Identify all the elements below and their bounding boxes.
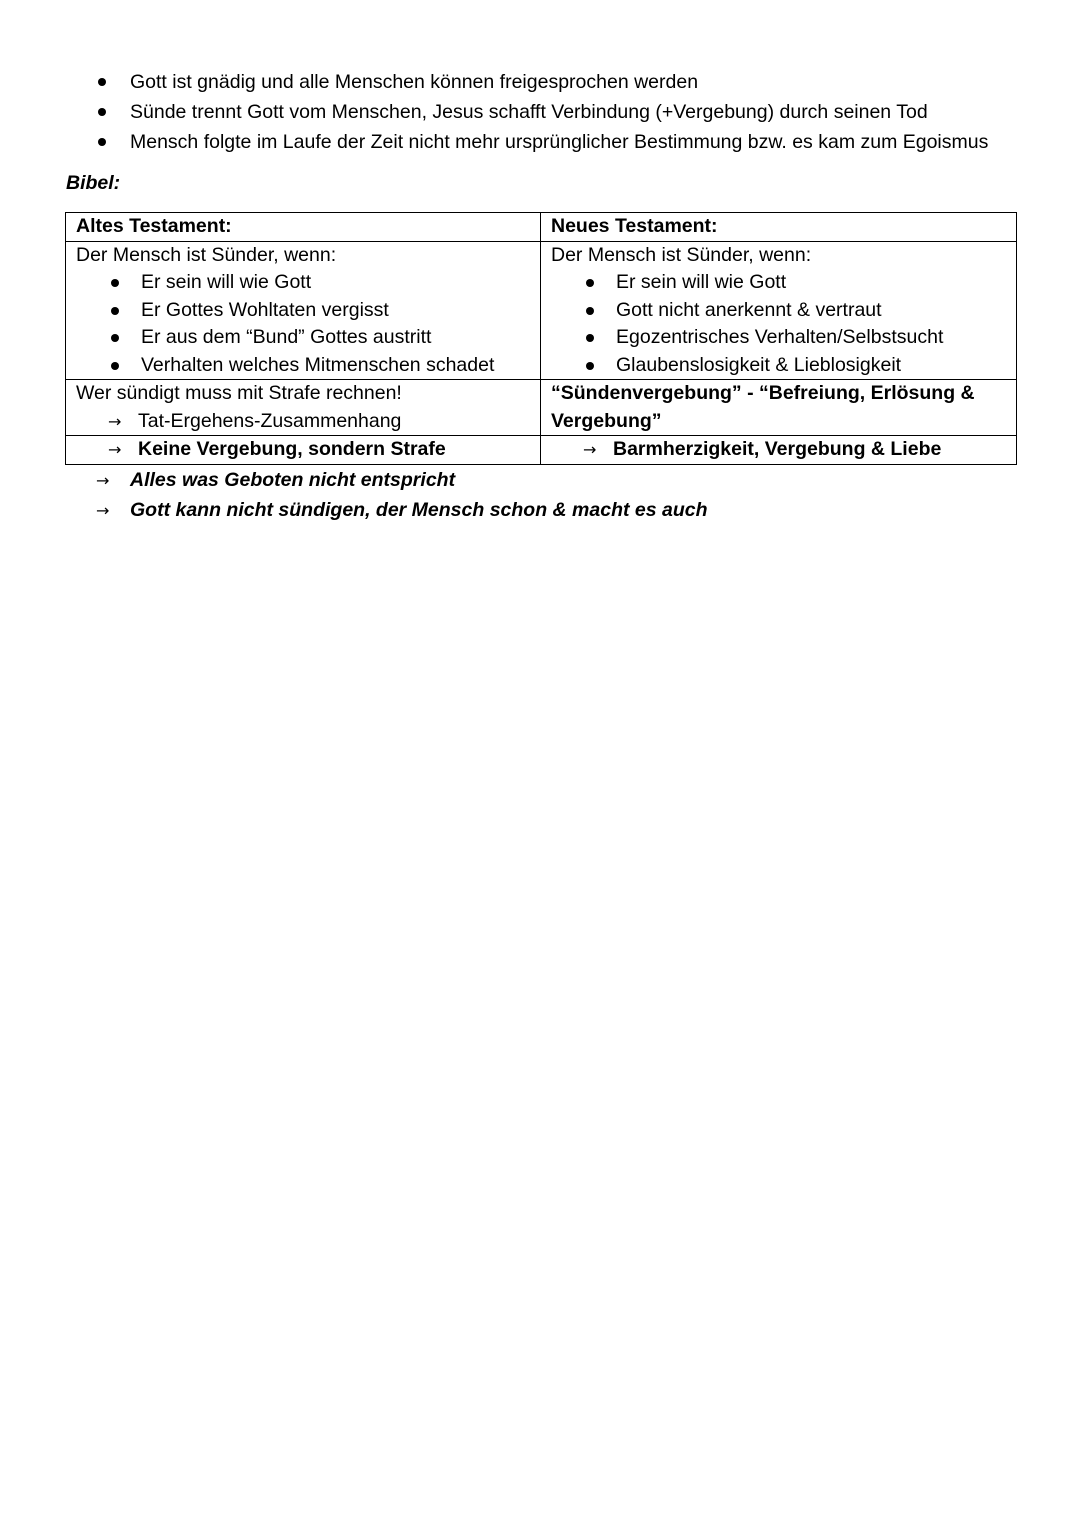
list-item [551, 352, 1006, 380]
bullet-icon [586, 334, 594, 342]
intro-bullet-list [96, 67, 988, 157]
at-intro: Der Mensch ist Sünder, wenn: [76, 243, 337, 266]
at-sinner-list [76, 269, 530, 379]
list-item-text: Er Gottes Wohltaten vergisst [141, 298, 389, 321]
bullet-icon [98, 78, 106, 86]
at-punishment-text: Wer sündigt muss mit Strafe rechnen! [76, 382, 402, 404]
conclusion-text: Gott kann nicht sündigen, der Mensch schon & macht es auch [130, 499, 708, 521]
arrow-right-icon: → [96, 471, 110, 490]
at-sinner-cell [66, 241, 541, 380]
nt-header: Neues Testament: [541, 213, 1017, 242]
list-item [76, 297, 530, 325]
testament-comparison-table [65, 212, 1017, 465]
list-item-text: Er sein will wie Gott [616, 271, 787, 293]
nt-sinner-cell [541, 241, 1017, 380]
list-item [551, 324, 1006, 352]
list-item [551, 269, 1006, 297]
nt-forgiveness-cell [541, 380, 1017, 436]
table-row [66, 380, 1017, 436]
at-punishment-cell [66, 380, 541, 436]
at-consequence-line [76, 408, 530, 436]
bullet-icon [586, 279, 594, 287]
bullet-icon [111, 362, 119, 370]
conclusion-item [96, 465, 708, 495]
nt-intro: Der Mensch ist Sünder, wenn: [551, 243, 812, 266]
section-label-bibel: Bibel: [66, 172, 121, 194]
list-item [96, 67, 988, 97]
at-consequence-text: Tat-Ergehens-Zusammenhang [138, 409, 402, 432]
list-item [96, 97, 988, 127]
arrow-right-icon: → [583, 440, 597, 459]
at-result-line [76, 436, 530, 464]
list-item [96, 127, 988, 157]
list-item-text: Verhalten welches Mitmenschen schadet [141, 353, 495, 376]
list-item [76, 352, 530, 380]
nt-forgiveness-text: “Sündenvergebung” - “Befreiung, Erlösung & Vergebung” [551, 382, 975, 432]
arrow-right-icon: → [108, 411, 122, 431]
bullet-text: Sünde trennt Gott vom Menschen, Jesus schafft Verbindung (+Vergebung) durch seinen Tod [130, 101, 928, 123]
bullet-text: Mensch folgte im Laufe der Zeit nicht mehr ursprünglicher Bestimmung bzw. es kam zum Egoismus [130, 131, 989, 153]
table-header-row [66, 213, 1017, 242]
nt-result-line [551, 436, 1006, 464]
list-item-text: Er aus dem “Bund” Gottes austritt [141, 326, 432, 348]
list-item-text: Egozentrisches Verhalten/Selbstsucht [616, 326, 944, 348]
bullet-icon [586, 307, 594, 315]
bullet-icon [98, 138, 106, 146]
at-header: Altes Testament: [66, 213, 541, 242]
at-result-text: Keine Vergebung, sondern Strafe [138, 438, 446, 460]
bullet-icon [111, 279, 119, 287]
conclusion-text: Alles was Geboten nicht entspricht [130, 469, 456, 491]
nt-sinner-list [551, 269, 1006, 379]
list-item [76, 269, 530, 297]
list-item-text: Gott nicht anerkennt & vertraut [616, 298, 882, 321]
conclusion-item [96, 495, 708, 525]
list-item-text: Glaubenslosigkeit & Lieblosigkeit [616, 353, 902, 376]
list-item [551, 297, 1006, 325]
bullet-text: Gott ist gnädig und alle Menschen können freigesprochen werden [130, 71, 699, 93]
arrow-right-icon: → [108, 440, 122, 459]
table-row [66, 436, 1017, 465]
bullet-icon [586, 362, 594, 370]
list-item [76, 324, 530, 352]
nt-result-text: Barmherzigkeit, Vergebung & Liebe [613, 438, 942, 460]
list-item-text: Er sein will wie Gott [141, 271, 312, 293]
bullet-icon [111, 307, 119, 315]
bullet-icon [111, 334, 119, 342]
conclusion-list [96, 465, 708, 525]
bullet-icon [98, 108, 106, 116]
nt-result-cell [541, 436, 1017, 465]
at-result-cell [66, 436, 541, 465]
arrow-right-icon: → [96, 501, 110, 520]
table-row [66, 241, 1017, 380]
